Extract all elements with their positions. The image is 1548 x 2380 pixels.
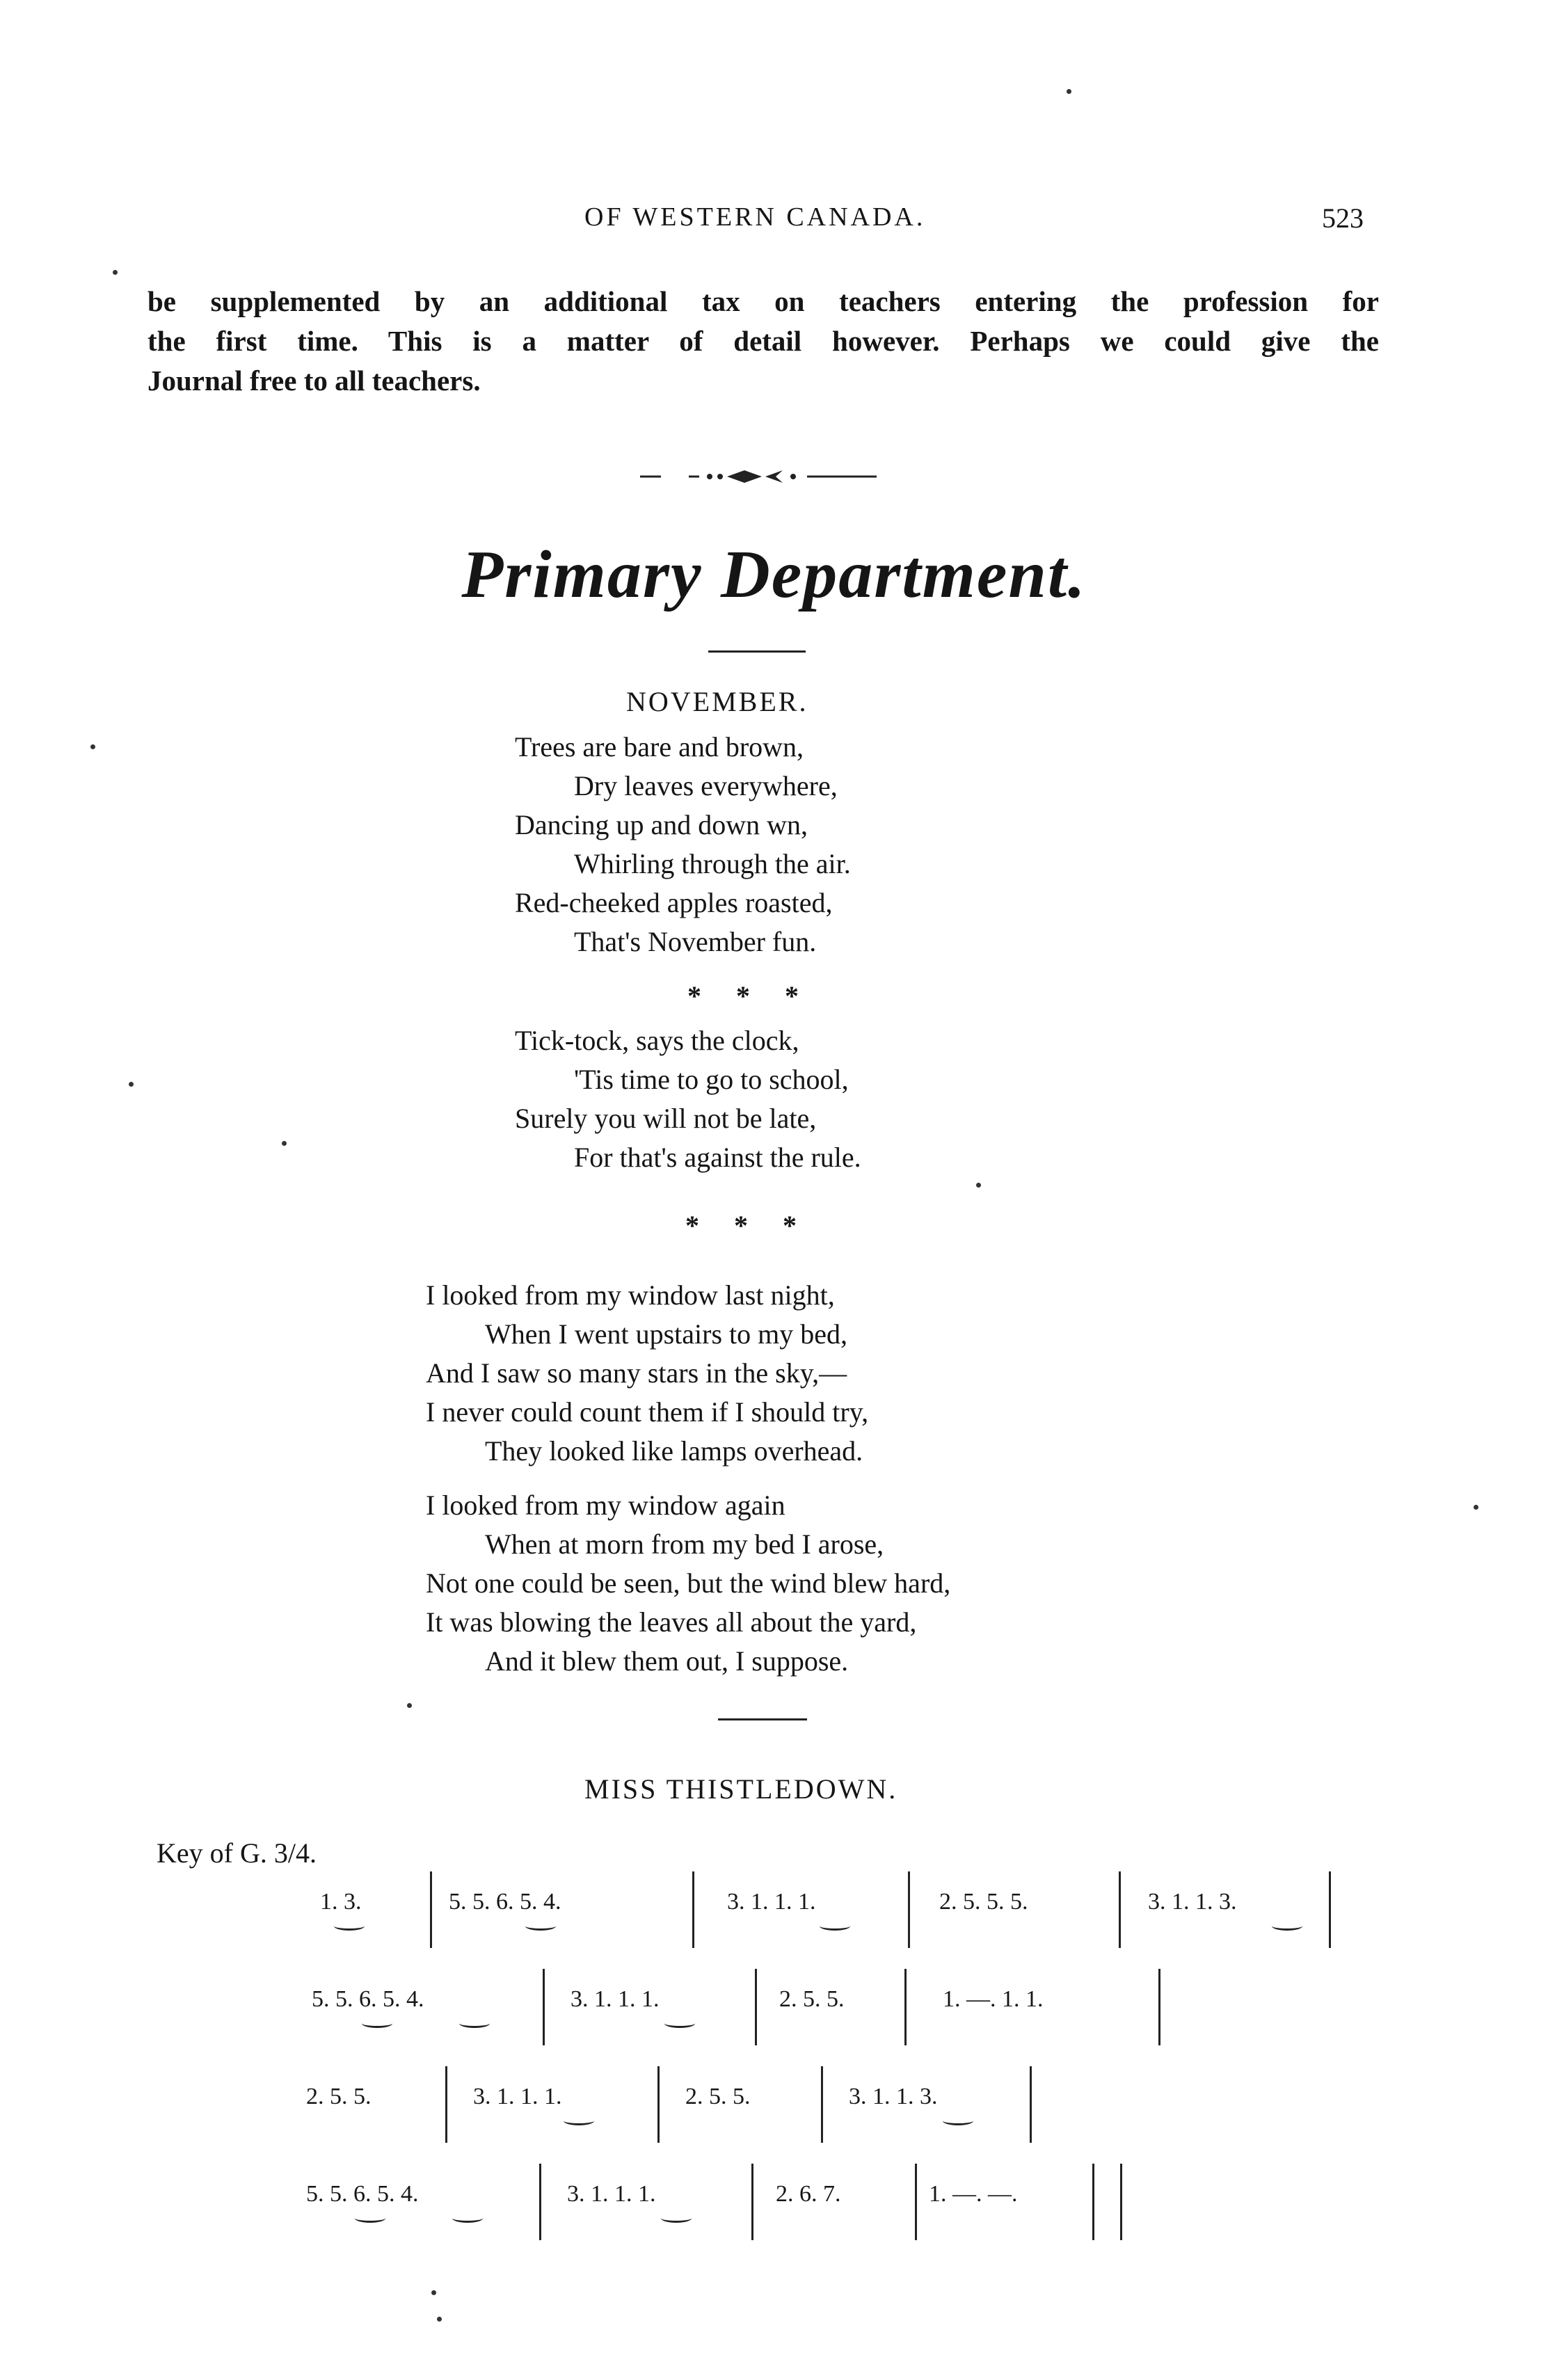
section-heading: Primary Department. xyxy=(461,537,1087,612)
verse-line: When at morn from my bed I arose, xyxy=(485,1528,884,1560)
barline xyxy=(657,2066,660,2143)
scan-speck xyxy=(431,2290,436,2295)
barline xyxy=(1120,2164,1122,2240)
verse-line: 'Tis time to go to school, xyxy=(574,1064,849,1095)
verse-line: I looked from my window again xyxy=(426,1490,785,1521)
slur-mark xyxy=(820,1922,850,1931)
barline xyxy=(915,2164,917,2240)
notation-measure: 2. 5. 5. 5. xyxy=(939,1889,1028,1915)
notation-measure: 1. 3. xyxy=(320,1889,362,1915)
song-key: Key of G. 3/4. xyxy=(157,1837,317,1869)
paragraph-line: Journal free to all teachers. xyxy=(147,365,481,397)
verse-line: I looked from my window last night, xyxy=(426,1279,835,1311)
barline xyxy=(430,1871,432,1948)
notation-row xyxy=(0,1969,1548,2052)
barline xyxy=(543,1969,545,2045)
notation-measure: 3. 1. 1. 1. xyxy=(727,1889,816,1915)
scan-speck xyxy=(437,2317,442,2322)
barline xyxy=(1092,2164,1094,2240)
notation-measure: 2. 5. 5. xyxy=(685,2084,751,2109)
notation-measure: 3. 1. 1. 1. xyxy=(570,1986,660,2012)
verse-line: And I saw so many stars in the sky,— xyxy=(426,1357,847,1389)
notation-measure: 5. 5. 6. 5. 4. xyxy=(306,2181,419,2207)
barline xyxy=(904,1969,907,2045)
notation-row xyxy=(0,1871,1548,1955)
paragraph-line: be supplemented by an additional tax on teachers entering the profession for xyxy=(147,285,1379,317)
barline xyxy=(1329,1871,1331,1948)
verse-line: And it blew them out, I suppose. xyxy=(485,1645,849,1677)
notation-measure: 3. 1. 1. 1. xyxy=(473,2084,562,2109)
barline xyxy=(755,1969,757,2045)
page-number: 523 xyxy=(1322,202,1364,234)
poem-title: NOVEMBER. xyxy=(626,686,808,717)
slur-mark xyxy=(1272,1922,1302,1931)
notation-measure: 3. 1. 1. 1. xyxy=(567,2181,656,2207)
slur-mark xyxy=(355,2214,385,2223)
stanza-separator: * * * xyxy=(685,1210,811,1241)
notation-measure: 2. 5. 5. xyxy=(779,1986,845,2012)
slur-mark xyxy=(334,1922,365,1931)
scan-speck xyxy=(282,1141,287,1146)
notation-measure: 3. 1. 1. 3. xyxy=(1148,1889,1237,1915)
verse-line: Whirling through the air. xyxy=(574,848,851,879)
verse-line: They looked like lamps overhead. xyxy=(485,1435,863,1467)
verse-line: Trees are bare and brown, xyxy=(515,731,804,762)
barline xyxy=(1158,1969,1160,2045)
notation-measure: 5. 5. 6. 5. 4. xyxy=(312,1986,424,2012)
notation-measure: 2. 6. 7. xyxy=(776,2181,841,2207)
verse-line: Surely you will not be late, xyxy=(515,1103,817,1134)
verse-line: When I went upstairs to my bed, xyxy=(485,1318,847,1350)
notation-row xyxy=(0,2066,1548,2150)
paragraph-line: the first time. This is a matter of detail however. Perhaps we could give the xyxy=(147,325,1379,357)
notation-measure: 1. —. 1. 1. xyxy=(943,1986,1044,2012)
verse-line: Dancing up and down wn, xyxy=(515,809,808,840)
verse-line: Red-cheeked apples roasted, xyxy=(515,887,833,918)
scan-speck xyxy=(1067,89,1071,94)
scan-speck xyxy=(129,1082,134,1087)
slur-mark xyxy=(943,2116,973,2125)
scan-speck xyxy=(1474,1505,1478,1510)
notation-measure: 2. 5. 5. xyxy=(306,2084,372,2109)
notation-row xyxy=(0,2164,1548,2247)
notation-measure: 1. —. —. xyxy=(929,2181,1018,2207)
barline xyxy=(1119,1871,1121,1948)
verse-line: Dry leaves everywhere, xyxy=(574,770,838,801)
running-title: OF WESTERN CANADA. xyxy=(584,202,926,232)
slur-mark xyxy=(564,2116,594,2125)
barline xyxy=(1030,2066,1032,2143)
barline xyxy=(692,1871,694,1948)
verse-line: I never could count them if I should try, xyxy=(426,1396,869,1428)
barline xyxy=(445,2066,447,2143)
verse-line: It was blowing the leaves all about the yard, xyxy=(426,1606,917,1638)
barline xyxy=(539,2164,541,2240)
scan-speck xyxy=(90,744,95,749)
barline xyxy=(821,2066,823,2143)
slur-mark xyxy=(661,2214,692,2223)
slur-mark xyxy=(362,2019,392,2028)
verse-line: Not one could be seen, but the wind blew hard, xyxy=(426,1567,951,1599)
scan-speck xyxy=(407,1703,412,1708)
notation-measure: 3. 1. 1. 3. xyxy=(849,2084,938,2109)
scan-speck xyxy=(976,1183,981,1188)
stanza-separator: * * * xyxy=(687,980,813,1012)
verse-line: That's November fun. xyxy=(574,926,817,957)
slur-mark xyxy=(452,2214,483,2223)
verse-line: For that's against the rule. xyxy=(574,1142,861,1173)
verse-line: Tick-tock, says the clock, xyxy=(515,1025,799,1056)
scan-speck xyxy=(113,270,118,275)
slur-mark xyxy=(525,1922,556,1931)
slur-mark xyxy=(459,2019,490,2028)
slur-mark xyxy=(664,2019,695,2028)
barline xyxy=(751,2164,753,2240)
barline xyxy=(908,1871,910,1948)
notation-measure: 5. 5. 6. 5. 4. xyxy=(449,1889,561,1915)
song-title: MISS THISTLEDOWN. xyxy=(584,1773,898,1805)
